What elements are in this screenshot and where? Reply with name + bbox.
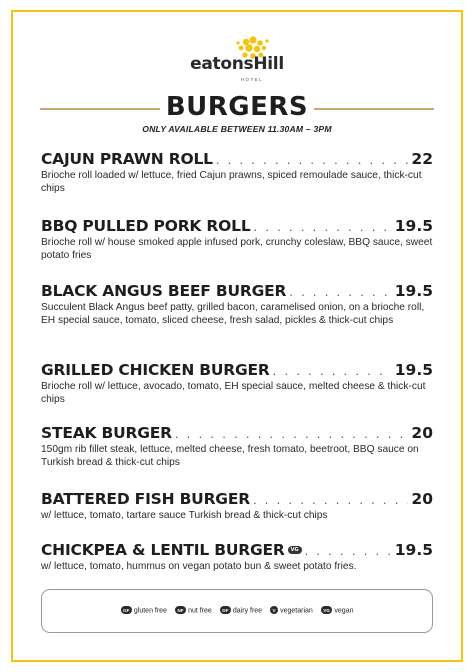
legend-label: vegan: [334, 607, 354, 615]
item-price: 19.5: [394, 541, 433, 559]
item-description: w/ lettuce, tomato, tartare sauce Turkish bread & thick-cut chips: [41, 510, 328, 521]
leader-dots: [216, 152, 409, 167]
item-name: CHICKPEA & LENTIL BURGER: [41, 541, 285, 559]
item-price: 20: [411, 490, 433, 508]
item-name: GRILLED CHICKEN BURGER: [41, 361, 270, 379]
logo-wordmark: eatonsHill: [190, 54, 284, 74]
menu-item: [41, 541, 433, 573]
legend-label: gluten free: [133, 607, 167, 615]
item-price: 19.5: [394, 361, 433, 379]
dietary-legend: [41, 589, 433, 633]
legend-dairy-free: [220, 606, 262, 615]
item-name: BATTERED FISH BURGER: [41, 490, 250, 508]
legend-label: dairy free: [232, 607, 263, 615]
item-name: CAJUN PRAWN ROLL: [41, 150, 213, 168]
menu-item: [41, 150, 433, 196]
leader-dots: [289, 284, 391, 299]
menu-item: [41, 282, 433, 328]
gluten-free-icon: GF: [121, 606, 132, 614]
legend-label: vegetarian: [280, 607, 313, 615]
item-name: STEAK BURGER: [41, 424, 172, 442]
menu-item: [41, 361, 433, 407]
item-price: 19.5: [394, 217, 433, 235]
legend-gluten-free: [121, 606, 167, 615]
nut-free-icon: NF: [175, 606, 186, 614]
item-name: BLACK ANGUS BEEF BURGER: [41, 282, 287, 300]
item-description: Succulent Black Angus beef patty, grilled bacon, caramelised onion, on a brioche roll, EH special sauce, tomato, sliced cheese, fresh salad, pickles & thick-cut chips: [41, 302, 425, 327]
item-description: w/ lettuce, tomato, hummus on vegan potato bun & sweet potato fries.: [41, 561, 357, 572]
item-description: 150gm rib fillet steak, lettuce, melted cheese, fresh tomato, beetroot, BBQ sauce on Turkish bread & thick-cut chips: [41, 444, 419, 469]
menu-item: [41, 490, 433, 522]
leader-dots: [305, 543, 392, 558]
item-name: BBQ PULLED PORK ROLL: [41, 217, 251, 235]
dairy-free-icon: DF: [220, 606, 231, 614]
menu-item: [41, 424, 433, 470]
leader-dots: [175, 426, 409, 441]
legend-label: nut free: [188, 607, 212, 615]
vegetarian-icon: V: [270, 606, 278, 614]
menu-item: [41, 217, 433, 263]
item-price: 20: [411, 424, 433, 442]
item-price: 22: [411, 150, 433, 168]
leader-dots: [254, 219, 392, 234]
item-price: 19.5: [394, 282, 433, 300]
logo-subtitle: HOTEL: [240, 77, 264, 82]
leader-dots: [273, 363, 392, 378]
legend-vegan: [321, 606, 354, 615]
menu-title: BURGERS: [165, 92, 309, 122]
vegan-badge: VG: [288, 546, 302, 554]
vegan-icon: VG: [321, 606, 333, 614]
menu-subtitle: ONLY AVAILABLE BETWEEN 11.30AM – 3PM: [142, 124, 332, 134]
item-description: Brioche roll w/ lettuce, avocado, tomato, EH special sauce, melted cheese & thick-cut chips: [41, 381, 426, 406]
leader-dots: [253, 492, 408, 507]
item-description: Brioche roll w/ house smoked apple infused pork, crunchy coleslaw, BBQ sauce, sweet potato fries: [41, 237, 433, 262]
legend-vegetarian: [270, 606, 313, 615]
item-description: Brioche roll loaded w/ lettuce, fried Cajun prawns, spiced remoulade sauce, thick-cut chips: [41, 170, 422, 195]
legend-nut-free: [175, 606, 212, 615]
